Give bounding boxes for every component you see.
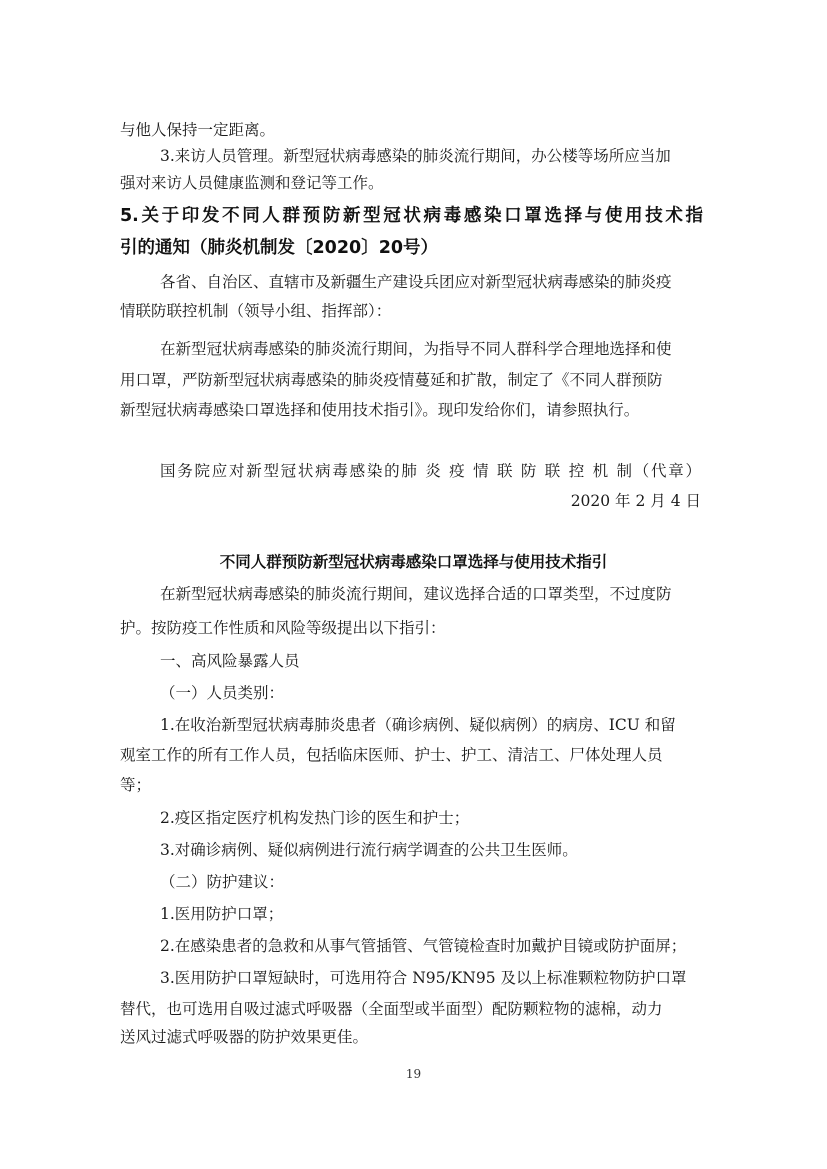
paragraph-line: 3.来访人员管理。新型冠状病毒感染的肺炎流行期间，办公楼等场所应当加 <box>160 147 671 165</box>
guide-item: 3.医用防护口罩短缺时，可选用符合 N95/KN95 及以上标准颗粒物防护口罩 <box>160 969 687 987</box>
guide-subsection: （一）人员类别： <box>160 684 285 702</box>
guide-subsection: （二）防护建议： <box>160 873 285 891</box>
guide-section: 一、高风险暴露人员 <box>160 652 300 670</box>
page-number: 19 <box>405 1067 422 1081</box>
guide-item: 1.在收治新型冠状病毒肺炎患者（确诊病例、疑似病例）的病房、ICU 和留 <box>160 716 676 734</box>
guide-item: 等； <box>120 776 152 794</box>
notice-body: 用口罩，严防新型冠状病毒感染的肺炎疫情蔓延和扩散，制定了《不同人群预防 <box>120 371 663 389</box>
guide-item: 1.医用防护口罩； <box>160 905 284 923</box>
notice-recipients: 各省、自治区、直辖市及新疆生产建设兵团应对新型冠状病毒感染的肺炎疫 <box>160 273 672 291</box>
notice-body: 在新型冠状病毒感染的肺炎流行期间，为指导不同人群科学合理地选择和使 <box>160 340 672 358</box>
paragraph-line: 强对来访人员健康监测和登记等工作。 <box>120 174 384 192</box>
guide-item: 观室工作的所有工作人员，包括临床医师、护士、护工、清洁工、尸体处理人员 <box>120 746 663 764</box>
paragraph-line: 与他人保持一定距离。 <box>120 121 276 139</box>
guide-title: 不同人群预防新型冠状病毒感染口罩选择与使用技术指引 <box>219 553 608 571</box>
guide-item: 替代，也可选用自吸过滤式呼吸器（全面型或半面型）配防颗粒物的滤棉，动力 <box>120 1000 663 1018</box>
issuer-signature: 国务院应对新型冠状病毒感染的肺 炎 疫 情 联 防 联 控 机 制（代章） <box>160 462 701 480</box>
guide-paragraph: 在新型冠状病毒感染的肺炎流行期间，建议选择合适的口罩类型，不过度防 <box>160 585 672 603</box>
guide-item: 送风过滤式呼吸器的防护效果更佳。 <box>120 1028 369 1046</box>
guide-item: 2.在感染患者的急救和从事气管插管、气管镜检查时加戴护目镜或防护面屏； <box>160 937 687 955</box>
guide-item: 2.疫区指定医疗机构发热门诊的医生和护士； <box>160 809 470 827</box>
notice-body: 新型冠状病毒感染口罩选择和使用技术指引》。现印发给你们，请参照执行。 <box>120 401 640 419</box>
issue-date: 2020 年 2 月 4 日 <box>570 492 701 510</box>
section-heading: 5.关于印发不同人群预防新型冠状病毒感染口罩选择与使用技术指 <box>120 206 703 226</box>
guide-item: 3.对确诊病例、疑似病例进行流行病学调查的公共卫生医师。 <box>160 841 578 859</box>
notice-recipients: 情联防联控机制（领导小组、指挥部）： <box>120 302 392 320</box>
section-heading: 引的通知（肺炎机制发〔2020〕20号） <box>120 238 439 258</box>
guide-paragraph: 护。按防疫工作性质和风险等级提出以下指引： <box>120 619 446 637</box>
